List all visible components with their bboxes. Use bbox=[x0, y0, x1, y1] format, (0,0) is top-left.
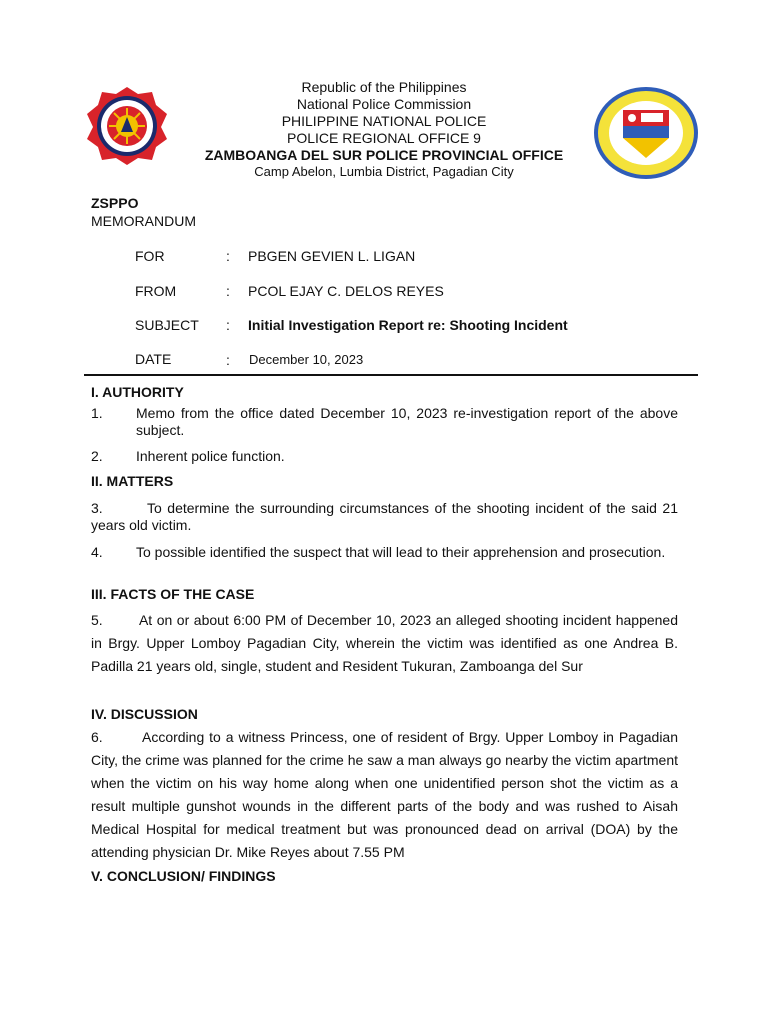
header-address: Camp Abelon, Lumbia District, Pagadian City bbox=[254, 164, 514, 179]
field-date-label: DATE bbox=[135, 351, 172, 367]
section-authority-title: I. AUTHORITY bbox=[91, 384, 184, 400]
field-date-value: December 10, 2023 bbox=[249, 352, 364, 367]
section-matters-title: II. MATTERS bbox=[91, 473, 174, 489]
field-from-label: FROM bbox=[135, 283, 177, 299]
field-subject-sep: : bbox=[226, 317, 230, 333]
memo-type: MEMORANDUM bbox=[91, 213, 196, 229]
header-divider bbox=[84, 374, 698, 376]
header-pnp: PHILIPPINE NATIONAL POLICE bbox=[281, 113, 487, 129]
section-facts-title: III. FACTS OF THE CASE bbox=[91, 586, 255, 602]
section-conclusion-title: V. CONCLUSION/ FINDINGS bbox=[91, 868, 276, 884]
para4-number: 4. bbox=[91, 544, 103, 560]
para3-text: 3. To determine the surrounding circumstances of the shooting incident of the said 21 years old victim. bbox=[91, 500, 678, 533]
field-subject-value: Initial Investigation Report re: Shooting Incident bbox=[248, 317, 568, 333]
header-office: ZAMBOANGA DEL SUR POLICE PROVINCIAL OFFICE bbox=[204, 147, 564, 163]
para2-number: 2. bbox=[91, 448, 103, 464]
para6-text: 6. According to a witness Princess, one of resident of Brgy. Upper Lomboy in Pagadian City, the crime was planned for the crime he saw a man always go nearby the victim apartment when the victim on his way home along when one unidentified person shot the victim as a result multiple gunshot wounds in the different parts of the body and was rushed to Aisah Medical Hospital for medical treatment but was pronounced dead on arrival (DOA) by the attending physician Dr. Mike Reyes about 7.55 PM bbox=[91, 729, 678, 860]
header-napolcom: National Police Commission bbox=[296, 96, 472, 112]
field-date-sep: : bbox=[226, 352, 230, 368]
field-subject-label: SUBJECT bbox=[135, 317, 199, 333]
field-from-value: PCOL EJAY C. DELOS REYES bbox=[248, 283, 444, 299]
field-from-sep: : bbox=[226, 283, 230, 299]
para1-number: 1. bbox=[91, 405, 103, 421]
field-for-sep: : bbox=[226, 248, 230, 264]
section-discussion-title: IV. DISCUSSION bbox=[91, 706, 198, 722]
para2-text: Inherent police function. bbox=[136, 448, 285, 464]
para4-text: To possible identified the suspect that will lead to their apprehension and prosecution. bbox=[136, 544, 666, 560]
header-pro9: POLICE REGIONAL OFFICE 9 bbox=[287, 130, 481, 146]
para1-text: Memo from the office dated December 10, 2023 re-investigation report of the above subject. bbox=[136, 405, 678, 438]
para5-text: 5. At on or about 6:00 PM of December 10, 2023 an alleged shooting incident happened in Brgy. Upper Lomboy Pagadian City, wherein the victim was identified as one Andrea B. Padilla 21 years old, single, student and Resident Tukuran, Zamboanga del Sur bbox=[91, 612, 678, 674]
field-for-label: FOR bbox=[135, 248, 165, 264]
memo-office: ZSPPO bbox=[91, 195, 139, 211]
field-for-value: PBGEN GEVIEN L. LIGAN bbox=[248, 248, 416, 264]
header-republic: Republic of the Philippines bbox=[301, 79, 467, 95]
